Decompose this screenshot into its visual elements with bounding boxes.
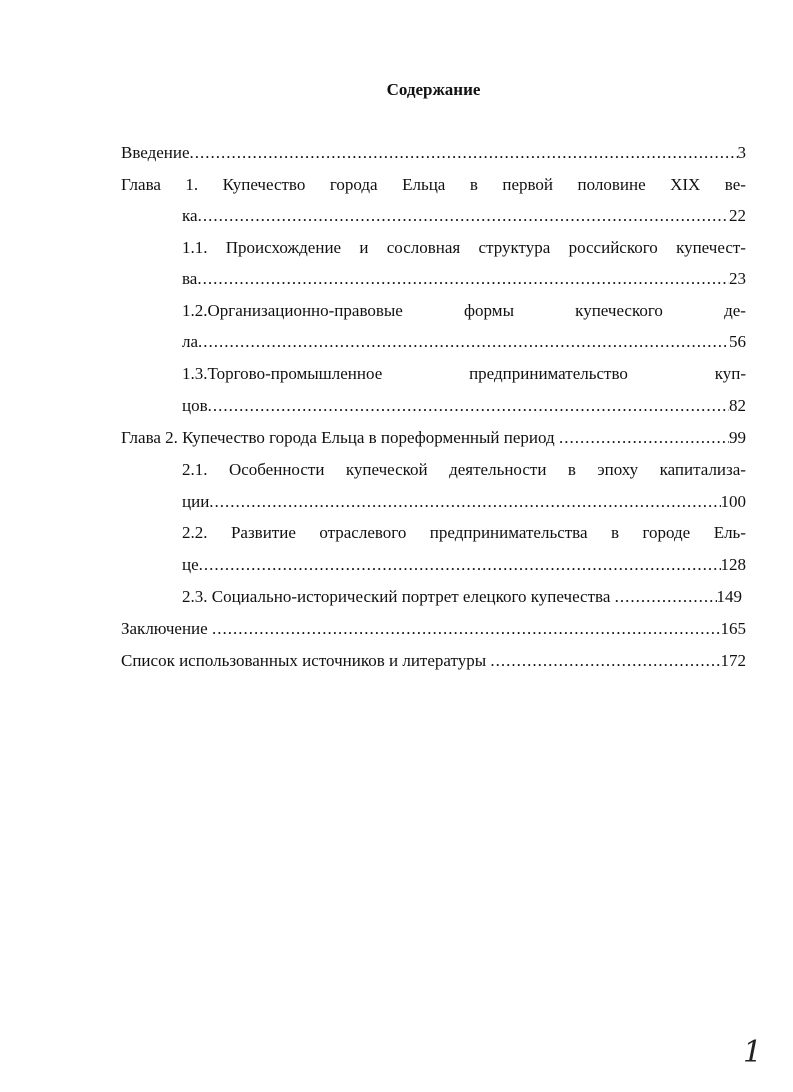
toc-entry-section-1-3-line-1 [182, 364, 746, 384]
toc-word: Глава [121, 175, 161, 194]
toc-word: половине [577, 175, 646, 194]
toc-entry-title: це [182, 555, 199, 574]
leader-dots [198, 332, 729, 352]
toc-entry-title: Введение [121, 143, 190, 162]
toc-entry-chapter-1-line-1 [121, 175, 746, 195]
toc-word: в [567, 460, 576, 479]
toc-entry-title: цов [182, 396, 208, 415]
toc-entry-section-2-3 [182, 587, 742, 607]
leader-dots [199, 555, 721, 575]
leader-dots [198, 206, 729, 226]
toc-entry-chapter-2 [121, 428, 746, 448]
toc-word: 1.1. [182, 238, 208, 257]
toc-word: Особенности [228, 460, 325, 479]
toc-page-number: 172 [720, 651, 746, 670]
toc-word: Купечество [222, 175, 306, 194]
toc-word: деятельности [449, 460, 547, 479]
toc-entry-section-1-3-line-2 [182, 396, 746, 416]
toc-entry-title: ла [182, 332, 199, 351]
toc-word: Ель- [713, 523, 746, 542]
toc-page-number: 56 [729, 332, 746, 351]
toc-word: 2.1. [182, 460, 208, 479]
leader-dots [209, 492, 720, 512]
toc-page-number: 165 [720, 619, 746, 638]
toc-entry-chapter-1-line-2 [182, 206, 746, 226]
toc-word: и [359, 238, 369, 257]
toc-page-number: 128 [720, 555, 746, 574]
toc-entry-title: 2.3. Социально-исторический портрет елецкого купечества [182, 587, 615, 606]
leader-dots [615, 587, 717, 607]
leader-dots [197, 269, 729, 289]
toc-word: 1. [185, 175, 199, 194]
leader-dots [559, 428, 729, 448]
toc-word: купеческой [345, 460, 428, 479]
toc-word: ве- [724, 175, 746, 194]
toc-word: российского [568, 238, 658, 257]
toc-word: эпоху [597, 460, 639, 479]
toc-word: города [329, 175, 378, 194]
toc-word: предпринимательства [429, 523, 588, 542]
toc-word: куп- [714, 364, 746, 383]
toc-entry-section-1-2-line-2 [182, 332, 746, 352]
toc-entry-title: ва [182, 269, 198, 288]
toc-entry-section-1-1-line-2 [182, 269, 746, 289]
toc-page-number: 3 [737, 143, 746, 162]
toc-word: 1.2.Организационно-правовые [182, 301, 403, 320]
toc-word: Происхождение [225, 238, 342, 257]
toc-word: де- [724, 301, 746, 320]
page-title: Содержание [386, 80, 481, 99]
toc-word: сословная [386, 238, 461, 257]
toc-entry-section-2-1-line-2 [182, 492, 746, 512]
leader-dots [190, 143, 738, 163]
handwritten-page-number: 1 [743, 1035, 763, 1070]
toc-word: в [610, 523, 620, 542]
toc-entry-title: ции [182, 492, 210, 511]
toc-entry-conclusion [121, 619, 746, 639]
toc-word: первой [502, 175, 553, 194]
toc-entry-title: Глава 2. Купечество города Ельца в пореформенный период [121, 428, 559, 447]
toc-entry-introduction [121, 143, 746, 163]
toc-entry-section-2-2-line-1 [182, 523, 746, 543]
leader-dots [212, 619, 721, 639]
toc-word: Развитие [230, 523, 296, 542]
toc-word: 1.3.Торгово-промышленное [182, 364, 383, 383]
toc-word: Ельца [402, 175, 446, 194]
toc-word: купеческого [575, 301, 663, 320]
toc-word: 2.2. [182, 523, 208, 542]
toc-page-number: 99 [729, 428, 746, 447]
leader-dots [490, 651, 720, 671]
toc-entry-section-1-1-line-1 [182, 238, 746, 258]
toc-word: городе [642, 523, 691, 542]
toc-word: предпринимательство [469, 364, 628, 383]
leader-dots [208, 396, 729, 416]
toc-entry-title: Заключение [121, 619, 212, 638]
toc-page-number: 22 [729, 206, 746, 225]
toc-entry-title: Список использованных источников и литературы [121, 651, 491, 670]
toc-word: XIX [670, 175, 701, 194]
toc-page-number: 82 [729, 396, 746, 415]
toc-page-number: 149 [716, 587, 742, 606]
toc-word: отраслевого [319, 523, 407, 542]
toc-entry-section-2-2-line-2 [182, 555, 746, 575]
toc-entry-title: ка [182, 206, 198, 225]
toc-page-number: 23 [729, 269, 746, 288]
toc-word: в [469, 175, 478, 194]
toc-word: структура [478, 238, 551, 257]
toc-entry-section-1-2-line-1 [182, 301, 746, 321]
toc-word: формы [464, 301, 514, 320]
toc-word: капитализа- [659, 460, 746, 479]
toc-entry-section-2-1-line-1 [182, 460, 746, 480]
toc-entry-bibliography [121, 651, 746, 671]
toc-word: купечест- [676, 238, 746, 257]
toc-page-number: 100 [720, 492, 746, 511]
